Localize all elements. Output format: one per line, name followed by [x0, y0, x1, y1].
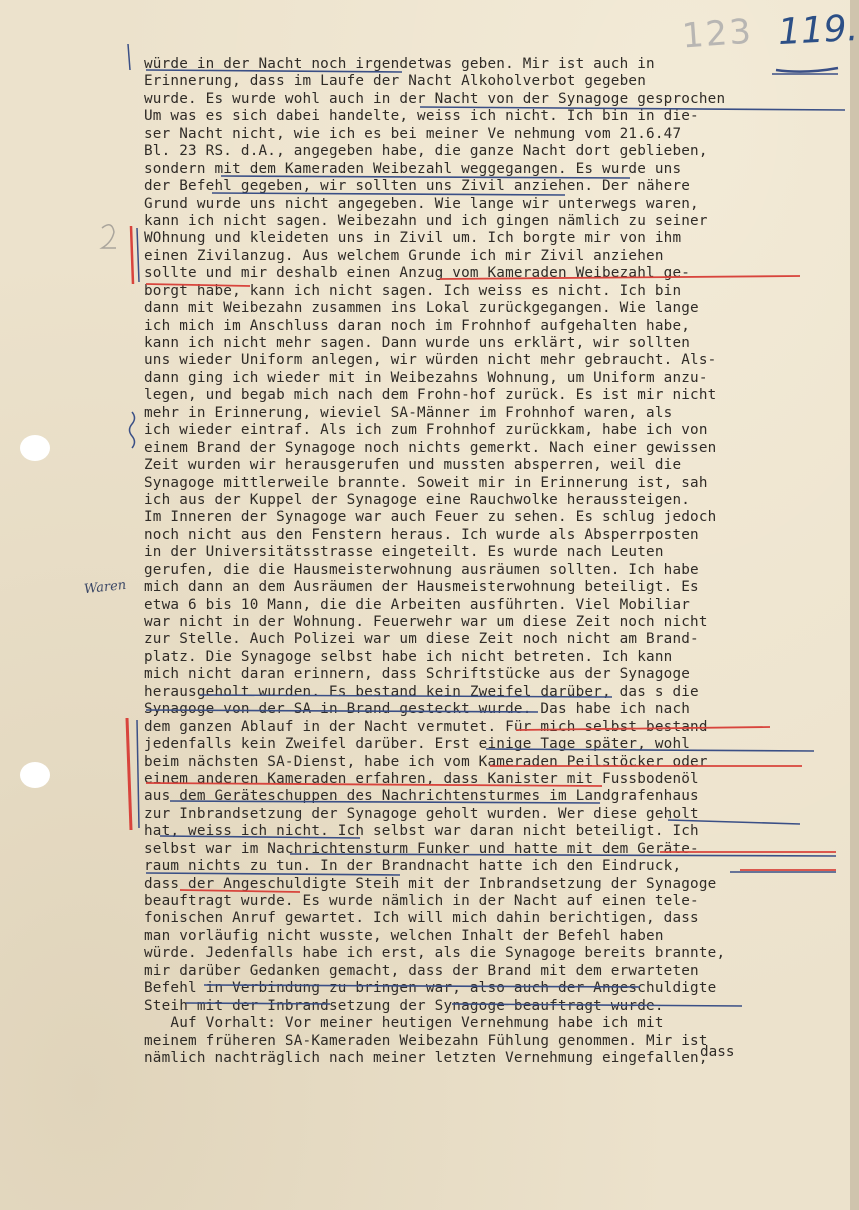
text-line: Zeit wurden wir herausgerufen und mussten absperren, weil die [144, 457, 682, 474]
text-line: sollte und mir deshalb einen Anzug vom Kameraden Weibezahl ge- [144, 265, 691, 282]
text-line: kann ich nicht sagen. Weibezahn und ich gingen nämlich zu seiner [144, 212, 708, 229]
page-number-pencil: 123 [680, 11, 755, 57]
text-line: borgt habe, kann ich nicht sagen. Ich weiss es nicht. Ich bin [144, 282, 682, 299]
text-line: würde in der Nacht noch irgendetwas geben. Mir ist auch in [144, 56, 655, 72]
text-line: zur Inbrandsetzung der Synagoge geholt wurden. Wer diese geholt [144, 805, 699, 822]
text-line: aus dem Geräteschuppen des Nachrichtensturmes im Landgrafenhaus [144, 788, 699, 805]
text-line: einem anderen Kameraden erfahren, dass Kanister mit Fussbodenöl [144, 770, 699, 787]
text-line: nämlich nachträglich nach meiner letzten Vernehmung eingefallen, [144, 1049, 708, 1066]
text-line: fonischen Anruf gewartet. Ich will mich dahin berichtigen, dass [144, 910, 699, 927]
text-line: herausgeholt wurden. Es bestand kein Zweifel darüber, das s die [144, 683, 699, 700]
text-line: mich nicht daran erinnern, dass Schriftstücke aus der Synagoge [144, 666, 691, 683]
margin-note: Waren [83, 577, 127, 598]
text-line: beauftragt wurde. Es wurde nämlich in der Nacht auf einen tele- [144, 893, 699, 909]
text-line: Synagoge mittlerweile brannte. Soweit mir in Erinnerung ist, sah [144, 474, 708, 491]
text-line: etwa 6 bis 10 Mann, die die Arbeiten ausführten. Viel Mobiliar [144, 596, 691, 613]
text-line: platz. Die Synagoge selbst habe ich nicht betreten. Ich kann [144, 648, 673, 665]
text-line: hat, weiss ich nicht. Ich selbst war daran nicht beteiligt. Ich [144, 823, 699, 840]
text-line: mich dann an dem Ausräumen der Hausmeisterwohnung beteiligt. Es [144, 579, 699, 596]
text-line: einen Zivilanzug. Aus welchem Grunde ich mir Zivil anziehen [144, 247, 664, 264]
text-line: einem Brand der Synagoge noch nichts gemerkt. Nach einer gewissen [144, 439, 717, 456]
text-line: war nicht in der Wohnung. Feuerwehr war um diese Zeit noch nicht [144, 614, 708, 630]
punch-hole-upper [20, 435, 50, 461]
margin-bar-top [128, 44, 130, 70]
text-line: ich mich im Anschluss daran noch im Frohnhof aufgehalten habe, [144, 317, 691, 334]
text-line: würde. Jedenfalls habe ich erst, als die Synagoge bereits brannte, [144, 945, 726, 962]
text-line: WOhnung und kleideten uns in Zivil um. Ich borgte mir von ihm [144, 230, 682, 247]
text-line: jedenfalls kein Zweifel darüber. Erst einige Tage später, wohl [144, 736, 691, 753]
text-line: ich wieder eintraf. Als ich zum Frohnhof zurückkam, habe ich von [144, 422, 708, 439]
text-line: mir darüber Gedanken gemacht, dass der Brand mit dem erwarteten [144, 962, 699, 979]
text-line: Steih mit der Inbrandsetzung der Synagoge beauftragt wurde. [144, 997, 664, 1014]
margin-squiggle [130, 412, 135, 448]
text-line: kann ich nicht mehr sagen. Dann wurde uns erklärt, wir sollten [144, 335, 691, 351]
text-line: Erinnerung, dass im Laufe der Nacht Alkoholverbot gegeben [144, 73, 647, 90]
text-line: Auf Vorhalt: Vor meiner heutigen Vernehmung habe ich mit [144, 1015, 664, 1032]
text-line: sondern mit dem Kameraden Weibezahl weggegangen. Es wurde uns [144, 160, 682, 177]
text-line: dann mit Weibezahn zusammen ins Lokal zurückgegangen. Wie lange [144, 300, 699, 317]
text-line: Im Inneren der Synagoge war auch Feuer zu sehen. Es schlug jedoch [144, 509, 717, 526]
typewritten-text [144, 56, 844, 1067]
text-line: in der Universitätsstrasse eingeteilt. Es wurde nach Leuten [144, 544, 664, 561]
text-line: Befehl in Verbindung zu bringen war, also auch der Angeschuldigte [144, 980, 717, 997]
text-line: der Befehl gegeben, wir sollten uns Zivil anziehen. Der nähere [144, 178, 691, 195]
text-line: raum nichts zu tun. In der Brandnacht hatte ich den Eindruck, [144, 858, 682, 875]
text-line: Synagoge von der SA in Brand gesteckt wurde. Das habe ich nach [144, 701, 691, 718]
margin-bracket-blue-1 [137, 228, 139, 282]
text-line: gerufen, die die Hausmeisterwohnung ausräumen sollten. Ich habe [144, 561, 699, 578]
text-line: selbst war im Nachrichtensturm Funker und hatte mit dem Geräte- [144, 840, 699, 857]
text-line: noch nicht aus den Fenstern heraus. Ich wurde als Absperrposten [144, 526, 699, 543]
margin-bracket-blue-2 [137, 720, 139, 828]
text-line: mehr in Erinnerung, wieviel SA-Männer im Frohnhof waren, als [144, 404, 673, 421]
punch-hole-lower [20, 762, 50, 788]
text-line: ser Nacht nicht, wie ich es bei meiner Ve nehmung vom 21.6.47 [144, 125, 682, 142]
text-line: legen, und begab mich nach dem Frohn-hof zurück. Es ist mir nicht [144, 387, 717, 404]
page-continuation-word: dass [700, 1044, 735, 1060]
text-line: Grund wurde uns nicht angegeben. Wie lange wir unterwegs waren, [144, 195, 699, 212]
text-line: dann ging ich wieder mit in Weibezahns Wohnung, um Uniform anzu- [144, 369, 708, 386]
page-number-ink: 119. [776, 7, 859, 54]
margin-number-two [102, 225, 116, 248]
text-line: man vorläufig nicht wusste, welchen Inhalt der Befehl haben [144, 927, 664, 944]
text-line: Um was es sich dabei handelte, weiss ich nicht. Ich bin in die- [144, 108, 699, 125]
text-line: ich aus der Kuppel der Synagoge eine Rauchwolke heraussteigen. [144, 491, 691, 508]
margin-bracket-red-1 [131, 226, 133, 284]
text-line: zur Stelle. Auch Polizei war um diese Zeit noch nicht am Brand- [144, 631, 699, 648]
text-line: dem ganzen Ablauf in der Nacht vermutet. Für mich selbst bestand [144, 718, 708, 735]
text-line: dass der Angeschuldigte Steih mit der Inbrandsetzung der Synagoge [144, 875, 717, 892]
text-line: Bl. 23 RS. d.A., angegeben habe, die ganze Nacht dort geblieben, [144, 143, 708, 160]
text-line: uns wieder Uniform anlegen, wir würden nicht mehr gebraucht. Als- [144, 352, 717, 369]
margin-bracket-red-2 [127, 718, 131, 830]
text-line: meinem früheren SA-Kameraden Weibezahn Fühlung genommen. Mir ist [144, 1032, 708, 1049]
text-line: beim nächsten SA-Dienst, habe ich vom Kameraden Peilstöcker oder [144, 753, 708, 770]
text-line: wurde. Es wurde wohl auch in der Nacht von der Synagoge gesprochen [144, 90, 726, 107]
